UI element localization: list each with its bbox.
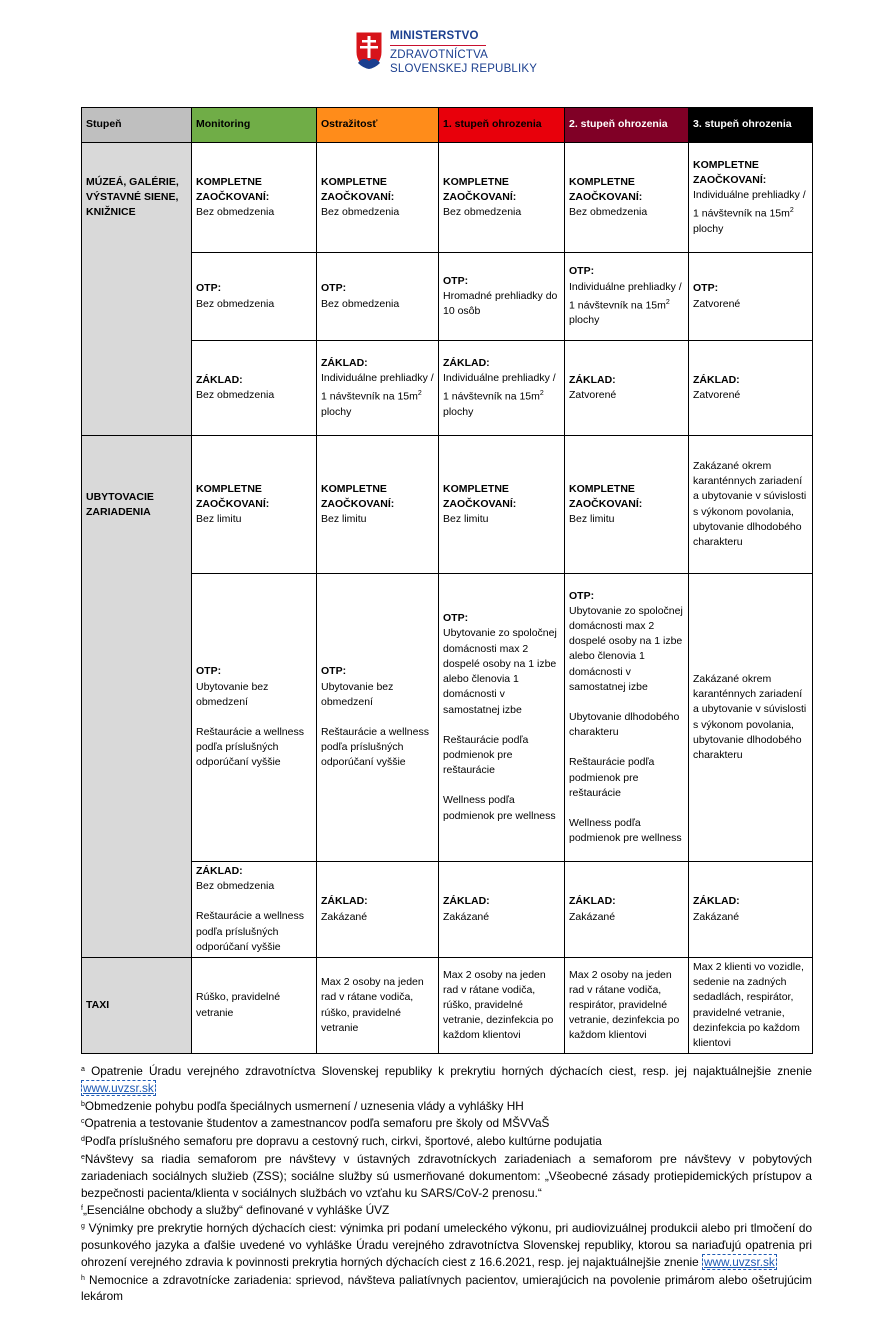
table-cell: ZÁKLAD: Zakázané (439, 862, 565, 958)
table-cell: Max 2 osoby na jeden rad v rátane vodiča, rúško, pravidelné vetranie, dezinfekcia po každom klientovi (439, 958, 565, 1054)
footnote-a: $^a$ Opatrenie Úradu verejného zdravotníctva Slovenskej republiky k prekrytiu horných dýchacích ciest, resp. jej najaktuálnejšie znenie www.uvzsr.sk (81, 1064, 812, 1095)
table-cell: Zakázané okrem karanténnych zariadení a ubytovanie v súvislosti s výkonom povolania, ubytovanie dlhodobého charakteru (689, 574, 813, 862)
header-ostrazitost: Ostražitosť (317, 108, 439, 143)
uvzsr-link[interactable]: www.uvzsr.sk (83, 1080, 154, 1095)
category-spacer (82, 862, 192, 958)
table-row (82, 574, 813, 862)
table-cell: ZÁKLAD: Individuálne prehliadky / 1 návštevník na $15m^2$ plochy (317, 341, 439, 436)
logo-underline (390, 45, 486, 46)
table-cell: KOMPLETNE ZAOČKOVANÍ: Bez limitu (317, 436, 439, 574)
table-cell: ZÁKLAD: Zakázané (689, 862, 813, 958)
footnote-c: $^c$Opatrenia a testovanie študentov a zamestnancov podľa semaforu pre školy od MŠVVaŠ (81, 1116, 550, 1131)
table-cell: OTP: Ubytovanie bez obmedzení Reštaurácie a wellness podľa príslušných odporúčaní vyššie (317, 574, 439, 862)
table-cell: OTP: Zatvorené (689, 253, 813, 341)
table-row (82, 958, 813, 1054)
table-cell: ZÁKLAD: Zakázané (565, 862, 689, 958)
table-cell: ZÁKLAD: Bez obmedzenia Reštaurácie a wellness podľa príslušných odporúčaní vyššie (192, 862, 317, 958)
table-cell: Rúško, pravidelné vetranie (192, 958, 317, 1054)
table-cell: OTP: Bez obmedzenia (192, 253, 317, 341)
table-cell: KOMPLETNE ZAOČKOVANÍ: Individuálne prehliadky / 1 návštevník na $15m^2$ plochy (689, 143, 813, 253)
table-cell: OTP: Individuálne prehliadky / 1 návštevník na $15m^2$ plochy (565, 253, 689, 341)
table-cell: OTP: Bez obmedzenia (317, 253, 439, 341)
uvzsr-link[interactable]: www.uvzsr.sk (704, 1254, 775, 1269)
table-cell: ZÁKLAD: Zatvorené (565, 341, 689, 436)
table-row (82, 436, 813, 574)
category-lodging: UBYTOVACIE ZARIADENIA (82, 436, 192, 574)
table-cell: Zakázané okrem karanténnych zariadení a ubytovanie v súvislosti s výkonom povolania, ubytovanie dlhodobého charakteru (689, 436, 813, 574)
table-row (82, 862, 813, 958)
header-level-3: 3. stupeň ohrozenia (689, 108, 813, 143)
table-cell: ZÁKLAD: Individuálne prehliadky / 1 návštevník na $15m^2$ plochy (439, 341, 565, 436)
table-cell: ZÁKLAD: Bez obmedzenia (192, 341, 317, 436)
table-cell: Max 2 klienti vo vozidle, sedenie na zadných sedadlách, respirátor, pravidelné vetranie, dezinfekcia po každom klientovi (689, 958, 813, 1054)
table-cell: ZÁKLAD: Zakázané (317, 862, 439, 958)
table-cell: OTP: Ubytovanie zo spoločnej domácnosti max 2 dospelé osoby na 1 izbe alebo členovia 1 domácnosti v samostatnej izbe Ubytovanie dlhodobého charakteru Reštaurácie podľa podmienok pre reštaurácie Wellness podľa podmienok pre wellness (565, 574, 689, 862)
table-cell: KOMPLETNE ZAOČKOVANÍ: Bez limitu (439, 436, 565, 574)
table-cell: OTP: Ubytovanie bez obmedzení Reštaurácie a wellness podľa príslušných odporúčaní vyššie (192, 574, 317, 862)
category-taxi: TAXI (82, 958, 192, 1054)
footnote-h: $^h$ Nemocnice a zdravotnícke zariadenia: sprievod, návšteva paliatívnych pacientov, umierajúcich na povolenie primárom alebo ošetrujúcim lekárom (81, 1272, 812, 1304)
table-row (82, 143, 813, 253)
table-cell: OTP: Hromadné prehliadky do 10 osôb (439, 253, 565, 341)
table-cell: Max 2 osoby na jeden rad v rátane vodiča, respirátor, pravidelné vetranie, dezinfekcia po každom klientovi (565, 958, 689, 1054)
header-level-2: 2. stupeň ohrozenia (565, 108, 689, 143)
table-cell: KOMPLETNE ZAOČKOVANÍ: Bez limitu (192, 436, 317, 574)
slovak-coat-of-arms-icon (354, 30, 384, 70)
ministry-logo (354, 30, 554, 80)
table-row (82, 341, 813, 436)
table-cell: Max 2 osoby na jeden rad v rátane vodiča, rúško, pravidelné vetranie (317, 958, 439, 1054)
footnotes (81, 1062, 812, 1305)
table-cell: KOMPLETNE ZAOČKOVANÍ: Bez obmedzenia (439, 143, 565, 253)
category-spacer (82, 253, 192, 341)
table-cell: KOMPLETNE ZAOČKOVANÍ: Bez limitu (565, 436, 689, 574)
footnote-g: $^g$ Výnimky pre prekrytie horných dýchacích ciest: výnimka pri podaní umeleckého výkonu, pri audiovizuálnej produkcii alebo pri tlmočení do posunkového jazyka a ďalšie uvedené vo vyhláške Úradu verejného zdravotníctva Slovenskej republiky, ktorou sa nariaďujú opatrenia pri ohrození verejného zdravia k povinnosti prekrytia horných dýchacích ciest z 16.6.2021, resp. jej najaktuálnejšie znenie www.uvzsr.sk (81, 1221, 813, 1269)
table-cell: ZÁKLAD: Zatvorené (689, 341, 813, 436)
category-spacer (82, 341, 192, 436)
ministry-subtitle: ZDRAVOTNÍCTVA SLOVENSKEJ REPUBLIKY (390, 49, 538, 75)
table-cell: KOMPLETNE ZAOČKOVANÍ: Bez obmedzenia (192, 143, 317, 253)
footnote-b: $^b$Obmedzenie pohybu podľa špeciálnych usmernení / uznesenia vlády a vyhlášky HH (81, 1098, 524, 1113)
header-level-1: 1. stupeň ohrozenia (439, 108, 565, 143)
footnote-e: $^e$Návštevy sa riadia semaforom pre návštevy v ústavných zdravotníckych zariadeniach a semaforom pre návštevy v pobytových zariadeniach sociálnych služieb (ZSS); sociálne služby sú usmerňované dokumentom: „Všeobecné zásady protiepidemických prístupov a bezpečnosti pacienta/klienta v sociálnych službách vo vzťahu ku SARS/CoV-2 prenosu.“ (81, 1151, 812, 1200)
header-monitoring: Monitoring (192, 108, 317, 143)
table-row (82, 253, 813, 341)
footnote-f: $^f$„Esenciálne obchody a služby“ definované v vyhláške ÚVZ (81, 1203, 390, 1218)
category-museums: MÚZEÁ, GALÉRIE, VÝSTAVNÉ SIENE, KNIŽNICE (82, 143, 192, 253)
semaphore-table (81, 107, 813, 1054)
header-stupen: Stupeň (82, 108, 192, 143)
header-row (82, 108, 813, 143)
ministry-title: MINISTERSTVO (390, 30, 479, 42)
footnote-d: $^d$Podľa príslušného semaforu pre dopravu a cestovný ruch, cirkvi, športové, alebo kultúrne podujatia (81, 1134, 602, 1149)
table-cell: KOMPLETNE ZAOČKOVANÍ: Bez obmedzenia (565, 143, 689, 253)
table-cell: OTP: Ubytovanie zo spoločnej domácnosti max 2 dospelé osoby na 1 izbe alebo členovia 1 domácnosti v samostatnej izbe Reštaurácie podľa podmienok pre reštaurácie Wellness podľa podmienok pre wellness (439, 574, 565, 862)
category-spacer (82, 574, 192, 862)
table-cell: KOMPLETNE ZAOČKOVANÍ: Bez obmedzenia (317, 143, 439, 253)
